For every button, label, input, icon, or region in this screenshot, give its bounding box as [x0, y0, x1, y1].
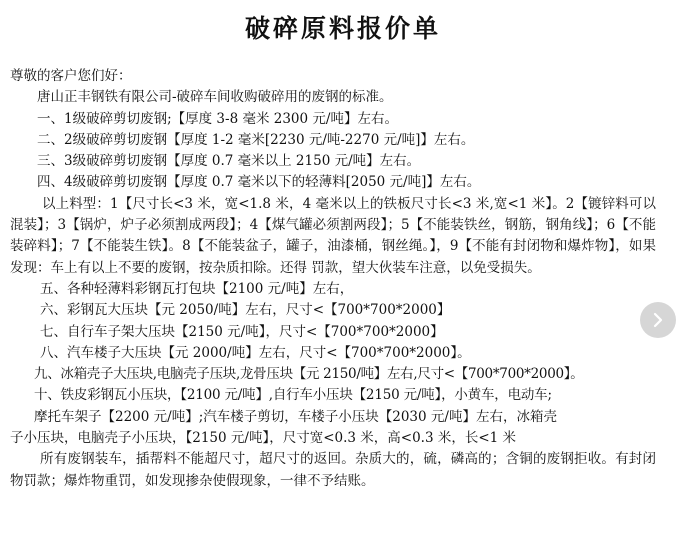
closing-paragraph: 所有废钢装车，插帮料不能超尺寸，超尺寸的返回。杂质大的，硫，磷高的；含铜的废钢拒收。有封闭物罚款；爆炸物重罚，如发现掺杂使假现象，一律不予结账。: [10, 451, 656, 489]
document-body: [10, 66, 656, 492]
chevron-right-icon: [651, 312, 665, 328]
grade-item-3: 三、3级破碎剪切废钢【厚度 0.7 毫米以上 2150 元/吨】左右。: [37, 153, 421, 170]
block-item-8: 八、汽车楼子大压块【元 2000/吨】左右，尺寸<【700*700*2000】。: [40, 344, 471, 361]
block-item-7: 七、自行车子架大压块【2150 元/吨】，尺寸<【700*700*2000】: [40, 323, 444, 340]
next-page-button[interactable]: [640, 302, 676, 338]
grade-item-2: 二、2级破碎剪切废钢【厚度 1-2 毫米[2230 元/吨-2270 元/吨]】左右。: [37, 131, 475, 148]
restrictions-paragraph: 以上料型：1【尺寸长<3 米，宽<1.8 米，4 毫米以上的铁板尺寸长<3 米,宽<1 米】。2【镀锌料可以混装】；3【锅炉，炉子必须割成两段】；4【煤气罐必须割两段】；5【不能装铁丝，钢筋，钢角线】；6【不能装碎料】；7【不能装生铁】。8【不能装盆子，罐子，油漆桶，钢丝绳。】，9【不能有封闭物和爆炸物】，如果发现：车上有以上不要的废钢，按杂质扣除。还得 罚款，望大伙装车注意，以免受损失。: [10, 195, 656, 276]
block-item-10-line-2: 摩托车架子【2200 元/吨】;汽车楼子剪切，车楼子小压块【2030 元/吨】左右，冰箱壳: [34, 408, 557, 425]
block-item-9: 九、冰箱壳子大压块,电脑壳子压块,龙骨压块【元 2150/吨】左右,尺寸<【700*700*2000】。: [34, 366, 584, 383]
block-item-5: 五、各种轻薄料彩钢瓦打包块【2100 元/吨】左右，: [40, 280, 354, 297]
intro-line: 唐山正丰钢铁有限公司-破碎车间收购破碎用的废钢的标准。: [37, 89, 393, 106]
page-title: 破碎原料报价单: [244, 14, 441, 43]
greeting: 尊敬的客户您们好：: [10, 68, 132, 84]
block-item-10-line-1: 十、铁皮彩钢瓦小压块，【2100 元/吨】,自行车小压块【2150 元/吨】，小黄车，电动车;: [34, 387, 552, 404]
block-item-6: 六、彩钢瓦大压块【元 2050/吨】左右，尺寸<【700*700*2000】: [40, 302, 451, 319]
grade-item-4: 四、4级破碎剪切废钢【厚度 0.7 毫米以下的轻薄料[2050 元/吨]】左右。: [37, 174, 481, 191]
grade-item-1: 一、1级破碎剪切废钢;【厚度 3-8 毫米 2300 元/吨】左右。: [37, 110, 398, 127]
block-item-10-line-3: 子小压块，电脑壳子小压块，【2150 元/吨】，尺寸宽<0.3 米，高<0.3 米，长<1 米: [10, 430, 517, 447]
